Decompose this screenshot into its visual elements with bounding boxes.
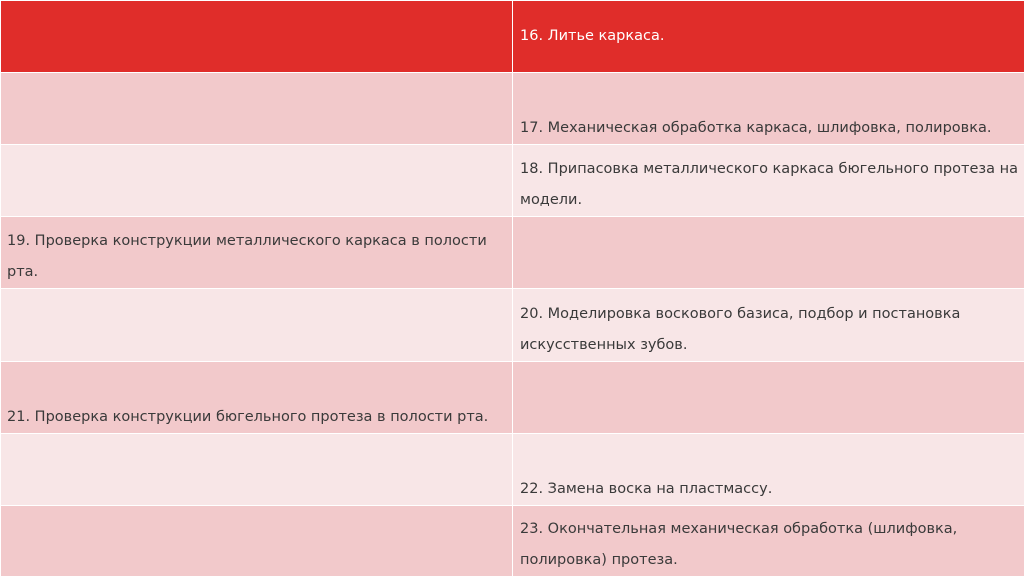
- table-row: [1, 145, 1024, 217]
- header-cell-left: [1, 1, 513, 73]
- row-cell-left: [1, 506, 513, 577]
- table-row: [1, 289, 1024, 362]
- row-cell-right: 23. Окончательная механическая обработка (шлифовка, полировка) протеза.: [513, 506, 1024, 577]
- row-cell-left: [1, 73, 513, 145]
- row-cell-right: 22. Замена воска на пластмассу.: [513, 434, 1024, 506]
- table-header-row: [1, 1, 1024, 73]
- row-cell-right: 18. Припасовка металлического каркаса бюгельного протеза на модели.: [513, 145, 1024, 217]
- row-cell-left: [1, 434, 513, 506]
- row-cell-right: 17. Механическая обработка каркаса, шлифовка, полировка.: [513, 73, 1024, 145]
- row-cell-right: [513, 217, 1024, 289]
- row-cell-right: [513, 362, 1024, 434]
- row-cell-left: [1, 145, 513, 217]
- row-cell-right: 20. Моделировка воскового базиса, подбор и постановка искусственных зубов.: [513, 289, 1024, 362]
- row-cell-left: 21. Проверка конструкции бюгельного протеза в полости рта.: [1, 362, 513, 434]
- table-row: [1, 506, 1024, 577]
- table-row: [1, 217, 1024, 289]
- row-cell-left: 19. Проверка конструкции металлического каркаса в полости рта.: [1, 217, 513, 289]
- table-row: [1, 362, 1024, 434]
- table-row: [1, 73, 1024, 145]
- table-row: [1, 434, 1024, 506]
- header-cell-right: 16. Литье каркаса.: [513, 1, 1024, 73]
- row-cell-left: [1, 289, 513, 362]
